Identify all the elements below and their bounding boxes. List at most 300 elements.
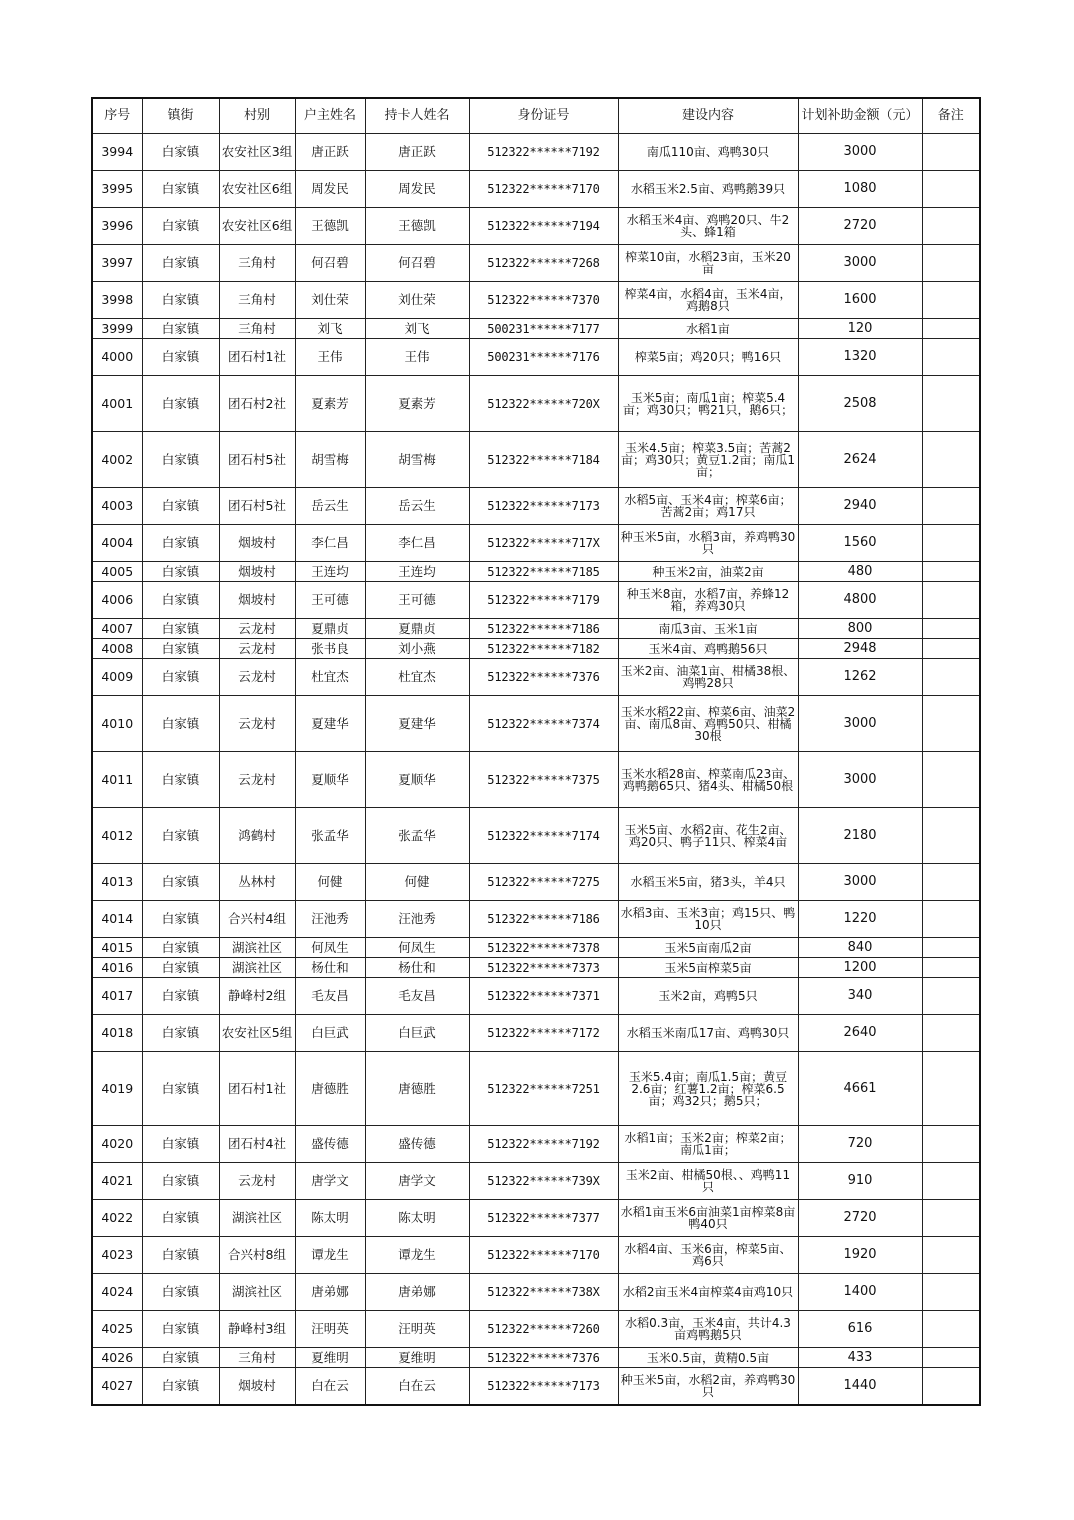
row-note — [922, 639, 980, 659]
row-village: 合兴村4组 — [219, 901, 295, 938]
header-row — [92, 98, 980, 134]
row-content: 种玉米2亩，油菜2亩 — [618, 562, 798, 582]
row-holder: 唐学文 — [365, 1163, 469, 1200]
col-header-town: 镇街 — [142, 98, 219, 134]
row-town: 白家镇 — [142, 1126, 219, 1163]
row-amount: 3000 — [798, 245, 922, 282]
row-owner: 何召碧 — [295, 245, 365, 282]
row-no: 4001 — [92, 376, 142, 432]
row-village: 静峰村3组 — [219, 1311, 295, 1348]
row-note — [922, 1237, 980, 1274]
row-amount: 1320 — [798, 339, 922, 376]
row-id-number: 512322******7376 — [469, 659, 618, 696]
row-holder: 杜宜杰 — [365, 659, 469, 696]
row-holder: 夏维明 — [365, 1348, 469, 1368]
row-amount: 1440 — [798, 1368, 922, 1405]
row-town: 白家镇 — [142, 1052, 219, 1126]
row-id-number: 512322******7170 — [469, 171, 618, 208]
row-owner: 何健 — [295, 864, 365, 901]
row-id-number: 512322******7184 — [469, 432, 618, 488]
row-village: 合兴村8组 — [219, 1237, 295, 1274]
row-holder: 夏鼎贞 — [365, 619, 469, 639]
row-village: 云龙村 — [219, 696, 295, 752]
table-row — [92, 245, 980, 282]
row-town: 白家镇 — [142, 978, 219, 1015]
row-id-number: 512322******7173 — [469, 1368, 618, 1405]
row-id-number: 512322******7251 — [469, 1052, 618, 1126]
col-header-no: 序号 — [92, 98, 142, 134]
table-row — [92, 171, 980, 208]
row-note — [922, 978, 980, 1015]
row-owner: 王连均 — [295, 562, 365, 582]
row-id-number: 512322******7182 — [469, 639, 618, 659]
row-town: 白家镇 — [142, 208, 219, 245]
row-village: 云龙村 — [219, 659, 295, 696]
row-holder: 刘仕荣 — [365, 282, 469, 319]
table-row — [92, 1200, 980, 1237]
row-no: 4012 — [92, 808, 142, 864]
row-town: 白家镇 — [142, 582, 219, 619]
table-row — [92, 525, 980, 562]
row-owner: 汪池秀 — [295, 901, 365, 938]
row-amount: 2948 — [798, 639, 922, 659]
row-note — [922, 245, 980, 282]
row-id-number: 512322******7371 — [469, 978, 618, 1015]
row-no: 3995 — [92, 171, 142, 208]
row-owner: 夏建华 — [295, 696, 365, 752]
row-content: 玉米水稻28亩、榨菜南瓜23亩、鸡鸭鹅65只、猪4头、柑橘50根 — [618, 752, 798, 808]
row-town: 白家镇 — [142, 488, 219, 525]
row-village: 团石村1社 — [219, 339, 295, 376]
row-no: 4020 — [92, 1126, 142, 1163]
row-town: 白家镇 — [142, 1163, 219, 1200]
table-row — [92, 1348, 980, 1368]
row-village: 团石村4社 — [219, 1126, 295, 1163]
row-amount: 840 — [798, 938, 922, 958]
row-note — [922, 525, 980, 562]
row-amount: 4800 — [798, 582, 922, 619]
row-id-number: 512322******7374 — [469, 696, 618, 752]
row-note — [922, 282, 980, 319]
row-amount: 2508 — [798, 376, 922, 432]
row-id-number: 512322******7192 — [469, 134, 618, 171]
row-content: 玉米0.5亩，黄精0.5亩 — [618, 1348, 798, 1368]
table-row — [92, 808, 980, 864]
table-row — [92, 619, 980, 639]
row-village: 云龙村 — [219, 619, 295, 639]
row-id-number: 512322******739X — [469, 1163, 618, 1200]
row-content: 玉米2亩、油菜1亩、柑橘38根、鸡鸭28只 — [618, 659, 798, 696]
row-holder: 岳云生 — [365, 488, 469, 525]
row-amount: 1200 — [798, 958, 922, 978]
row-no: 3997 — [92, 245, 142, 282]
row-town: 白家镇 — [142, 1311, 219, 1348]
row-holder: 王伟 — [365, 339, 469, 376]
subsidy-table — [91, 97, 981, 1406]
row-town: 白家镇 — [142, 864, 219, 901]
row-village: 湖滨社区 — [219, 1200, 295, 1237]
table-row — [92, 208, 980, 245]
row-holder: 王可德 — [365, 582, 469, 619]
row-note — [922, 938, 980, 958]
row-no: 4011 — [92, 752, 142, 808]
row-amount: 616 — [798, 1311, 922, 1348]
row-owner: 白在云 — [295, 1368, 365, 1405]
row-owner: 夏素芳 — [295, 376, 365, 432]
row-note — [922, 696, 980, 752]
row-town: 白家镇 — [142, 319, 219, 339]
row-amount: 800 — [798, 619, 922, 639]
row-note — [922, 659, 980, 696]
row-note — [922, 752, 980, 808]
row-id-number: 512322******7376 — [469, 1348, 618, 1368]
row-village: 烟坡村 — [219, 582, 295, 619]
row-no: 4027 — [92, 1368, 142, 1405]
row-no: 3996 — [92, 208, 142, 245]
row-owner: 唐学文 — [295, 1163, 365, 1200]
row-village: 鸿鹤村 — [219, 808, 295, 864]
row-holder: 张孟华 — [365, 808, 469, 864]
row-note — [922, 432, 980, 488]
row-holder: 夏素芳 — [365, 376, 469, 432]
row-content: 水稻1亩；玉米2亩；榨菜2亩；南瓜1亩； — [618, 1126, 798, 1163]
row-amount: 1220 — [798, 901, 922, 938]
col-header-village: 村别 — [219, 98, 295, 134]
col-header-amount: 计划补助金额（元） — [798, 98, 922, 134]
col-header-holder: 持卡人姓名 — [365, 98, 469, 134]
row-content: 水稻玉米5亩，猪3头，羊4只 — [618, 864, 798, 901]
row-note — [922, 864, 980, 901]
row-id-number: 512322******7260 — [469, 1311, 618, 1348]
row-town: 白家镇 — [142, 1348, 219, 1368]
row-content: 榨菜10亩，水稻23亩，玉米20亩 — [618, 245, 798, 282]
row-note — [922, 1052, 980, 1126]
row-holder: 白巨武 — [365, 1015, 469, 1052]
row-owner: 杨仕和 — [295, 958, 365, 978]
row-amount: 1262 — [798, 659, 922, 696]
row-no: 4003 — [92, 488, 142, 525]
row-amount: 1080 — [798, 171, 922, 208]
row-note — [922, 1200, 980, 1237]
row-id-number: 512322******7373 — [469, 958, 618, 978]
row-amount: 480 — [798, 562, 922, 582]
row-village: 农安社区5组 — [219, 1015, 295, 1052]
row-village: 三角村 — [219, 282, 295, 319]
col-header-id: 身份证号 — [469, 98, 618, 134]
row-content: 种玉米8亩，水稻7亩，养蜂12箱，养鸡30只 — [618, 582, 798, 619]
row-no: 4008 — [92, 639, 142, 659]
row-content: 榨菜4亩，水稻4亩，玉米4亩，鸡鹅8只 — [618, 282, 798, 319]
row-note — [922, 619, 980, 639]
row-village: 湖滨社区 — [219, 938, 295, 958]
row-content: 玉米5亩；南瓜1亩；榨菜5.4亩；鸡30只；鸭21只，鹅6只； — [618, 376, 798, 432]
row-holder: 周发民 — [365, 171, 469, 208]
row-village: 团石村1社 — [219, 1052, 295, 1126]
row-village: 三角村 — [219, 1348, 295, 1368]
row-note — [922, 582, 980, 619]
row-content: 种玉米5亩，水稻3亩，养鸡鸭30只 — [618, 525, 798, 562]
table-row — [92, 1274, 980, 1311]
row-owner: 胡雪梅 — [295, 432, 365, 488]
row-no: 4024 — [92, 1274, 142, 1311]
row-no: 4025 — [92, 1311, 142, 1348]
table-row — [92, 901, 980, 938]
row-no: 4026 — [92, 1348, 142, 1368]
row-no: 4000 — [92, 339, 142, 376]
row-owner: 王德凯 — [295, 208, 365, 245]
row-village: 团石村5社 — [219, 432, 295, 488]
row-content: 玉米2亩，鸡鸭5只 — [618, 978, 798, 1015]
table-row — [92, 432, 980, 488]
row-holder: 何凤生 — [365, 938, 469, 958]
row-id-number: 512322******7194 — [469, 208, 618, 245]
row-town: 白家镇 — [142, 134, 219, 171]
row-amount: 2720 — [798, 1200, 922, 1237]
row-note — [922, 488, 980, 525]
table-row — [92, 938, 980, 958]
row-village: 农安社区6组 — [219, 171, 295, 208]
row-owner: 何凤生 — [295, 938, 365, 958]
table-row — [92, 752, 980, 808]
row-no: 4022 — [92, 1200, 142, 1237]
table-row — [92, 488, 980, 525]
row-holder: 刘飞 — [365, 319, 469, 339]
row-owner: 夏鼎贞 — [295, 619, 365, 639]
row-no: 4002 — [92, 432, 142, 488]
row-village: 三角村 — [219, 319, 295, 339]
table-row — [92, 339, 980, 376]
row-owner: 王伟 — [295, 339, 365, 376]
row-owner: 汪明英 — [295, 1311, 365, 1348]
row-village: 三角村 — [219, 245, 295, 282]
row-holder: 盛传德 — [365, 1126, 469, 1163]
table-row — [92, 1126, 980, 1163]
row-content: 玉米2亩、柑橘50根、、鸡鸭11只 — [618, 1163, 798, 1200]
row-town: 白家镇 — [142, 376, 219, 432]
row-town: 白家镇 — [142, 696, 219, 752]
row-amount: 1600 — [798, 282, 922, 319]
row-holder: 胡雪梅 — [365, 432, 469, 488]
row-amount: 340 — [798, 978, 922, 1015]
row-owner: 唐正跃 — [295, 134, 365, 171]
row-town: 白家镇 — [142, 938, 219, 958]
table-row — [92, 1163, 980, 1200]
row-holder: 唐弟娜 — [365, 1274, 469, 1311]
col-header-owner: 户主姓名 — [295, 98, 365, 134]
row-content: 水稻5亩、玉米4亩；榨菜6亩；苦蒿2亩；鸡17只 — [618, 488, 798, 525]
row-no: 4018 — [92, 1015, 142, 1052]
row-town: 白家镇 — [142, 1200, 219, 1237]
row-amount: 2640 — [798, 1015, 922, 1052]
row-holder: 唐德胜 — [365, 1052, 469, 1126]
row-id-number: 512322******720X — [469, 376, 618, 432]
row-note — [922, 171, 980, 208]
row-id-number: 512322******717X — [469, 525, 618, 562]
row-note — [922, 134, 980, 171]
row-amount: 2720 — [798, 208, 922, 245]
row-no: 4010 — [92, 696, 142, 752]
row-amount: 120 — [798, 319, 922, 339]
row-owner: 岳云生 — [295, 488, 365, 525]
row-town: 白家镇 — [142, 282, 219, 319]
row-owner: 白巨武 — [295, 1015, 365, 1052]
row-owner: 陈太明 — [295, 1200, 365, 1237]
row-note — [922, 1163, 980, 1200]
row-holder: 唐正跃 — [365, 134, 469, 171]
row-town: 白家镇 — [142, 752, 219, 808]
row-amount: 720 — [798, 1126, 922, 1163]
row-owner: 刘飞 — [295, 319, 365, 339]
row-holder: 汪池秀 — [365, 901, 469, 938]
row-content: 玉米5.4亩；南瓜1.5亩；黄豆2.6亩；红薯1.2亩；榨菜6.5亩；鸡32只；鹅5只； — [618, 1052, 798, 1126]
row-town: 白家镇 — [142, 901, 219, 938]
row-id-number: 512322******7370 — [469, 282, 618, 319]
row-owner: 毛友昌 — [295, 978, 365, 1015]
row-amount: 4661 — [798, 1052, 922, 1126]
row-village: 丛林村 — [219, 864, 295, 901]
row-note — [922, 319, 980, 339]
table-row — [92, 864, 980, 901]
row-no: 4007 — [92, 619, 142, 639]
row-id-number: 512322******7192 — [469, 1126, 618, 1163]
row-town: 白家镇 — [142, 562, 219, 582]
row-holder: 夏建华 — [365, 696, 469, 752]
row-content: 水稻3亩、玉米3亩；鸡15只、鸭10只 — [618, 901, 798, 938]
row-no: 3998 — [92, 282, 142, 319]
row-village: 云龙村 — [219, 639, 295, 659]
row-owner: 张书良 — [295, 639, 365, 659]
row-village: 农安社区3组 — [219, 134, 295, 171]
row-id-number: 512322******7186 — [469, 619, 618, 639]
row-no: 4014 — [92, 901, 142, 938]
row-content: 水稻1亩 — [618, 319, 798, 339]
row-note — [922, 1311, 980, 1348]
row-id-number: 500231******7177 — [469, 319, 618, 339]
row-content: 玉米5亩南瓜2亩 — [618, 938, 798, 958]
row-note — [922, 1274, 980, 1311]
row-no: 4006 — [92, 582, 142, 619]
row-no: 3999 — [92, 319, 142, 339]
row-town: 白家镇 — [142, 639, 219, 659]
row-no: 4021 — [92, 1163, 142, 1200]
row-holder: 王德凯 — [365, 208, 469, 245]
row-village: 团石村2社 — [219, 376, 295, 432]
row-id-number: 500231******7176 — [469, 339, 618, 376]
row-amount: 1400 — [798, 1274, 922, 1311]
row-village: 湖滨社区 — [219, 958, 295, 978]
row-note — [922, 208, 980, 245]
table-row — [92, 562, 980, 582]
row-amount: 2940 — [798, 488, 922, 525]
table-row — [92, 1311, 980, 1348]
row-id-number: 512322******7185 — [469, 562, 618, 582]
table-row — [92, 978, 980, 1015]
row-amount: 1560 — [798, 525, 922, 562]
col-header-note: 备注 — [922, 98, 980, 134]
row-holder: 何召碧 — [365, 245, 469, 282]
row-id-number: 512322******7174 — [469, 808, 618, 864]
row-village: 烟坡村 — [219, 525, 295, 562]
row-content: 水稻2亩玉米4亩榨菜4亩鸡10只 — [618, 1274, 798, 1311]
row-holder: 夏顺华 — [365, 752, 469, 808]
row-content: 水稻玉米4亩、鸡鸭20只、牛2头、蜂1箱 — [618, 208, 798, 245]
row-note — [922, 1126, 980, 1163]
row-id-number: 512322******7377 — [469, 1200, 618, 1237]
row-amount: 2180 — [798, 808, 922, 864]
table-row — [92, 376, 980, 432]
row-town: 白家镇 — [142, 1237, 219, 1274]
row-content: 玉米水稻22亩、榨菜6亩、油菜2亩、南瓜8亩、鸡鸭50只、柑橘30根 — [618, 696, 798, 752]
row-town: 白家镇 — [142, 432, 219, 488]
row-owner: 周发民 — [295, 171, 365, 208]
row-content: 水稻玉米2.5亩、鸡鸭鹅39只 — [618, 171, 798, 208]
row-owner: 杜宜杰 — [295, 659, 365, 696]
row-content: 水稻4亩、玉米6亩，榨菜5亩、鸡6只 — [618, 1237, 798, 1274]
row-content: 玉米5亩榨菜5亩 — [618, 958, 798, 978]
row-note — [922, 808, 980, 864]
row-amount: 433 — [798, 1348, 922, 1368]
row-amount: 1920 — [798, 1237, 922, 1274]
row-village: 云龙村 — [219, 752, 295, 808]
row-village: 烟坡村 — [219, 562, 295, 582]
row-holder: 刘小燕 — [365, 639, 469, 659]
row-owner: 王可德 — [295, 582, 365, 619]
table-row — [92, 696, 980, 752]
row-holder: 何健 — [365, 864, 469, 901]
row-amount: 2624 — [798, 432, 922, 488]
row-holder: 汪明英 — [365, 1311, 469, 1348]
row-owner: 谭龙生 — [295, 1237, 365, 1274]
row-note — [922, 562, 980, 582]
row-no: 4015 — [92, 938, 142, 958]
row-owner: 刘仕荣 — [295, 282, 365, 319]
row-town: 白家镇 — [142, 1015, 219, 1052]
row-id-number: 512322******7179 — [469, 582, 618, 619]
row-owner: 张孟华 — [295, 808, 365, 864]
row-content: 水稻0.3亩，玉米4亩，共计4.3亩鸡鸭鹅5只 — [618, 1311, 798, 1348]
row-content: 南瓜110亩、鸡鸭30只 — [618, 134, 798, 171]
row-content: 玉米4亩、鸡鸭鹅56只 — [618, 639, 798, 659]
row-no: 3994 — [92, 134, 142, 171]
row-holder: 毛友昌 — [365, 978, 469, 1015]
row-village: 云龙村 — [219, 1163, 295, 1200]
row-village: 湖滨社区 — [219, 1274, 295, 1311]
row-id-number: 512322******7378 — [469, 938, 618, 958]
row-note — [922, 901, 980, 938]
table-row — [92, 582, 980, 619]
row-amount: 3000 — [798, 696, 922, 752]
row-note — [922, 339, 980, 376]
table-row — [92, 1015, 980, 1052]
row-no: 4005 — [92, 562, 142, 582]
row-id-number: 512322******7268 — [469, 245, 618, 282]
table-row — [92, 319, 980, 339]
row-holder: 白在云 — [365, 1368, 469, 1405]
row-id-number: 512322******7170 — [469, 1237, 618, 1274]
row-note — [922, 1015, 980, 1052]
table-row — [92, 1052, 980, 1126]
row-town: 白家镇 — [142, 808, 219, 864]
row-content: 水稻玉米南瓜17亩、鸡鸭30只 — [618, 1015, 798, 1052]
row-note — [922, 1348, 980, 1368]
row-town: 白家镇 — [142, 1368, 219, 1405]
row-owner: 盛传德 — [295, 1126, 365, 1163]
row-owner: 夏维明 — [295, 1348, 365, 1368]
row-town: 白家镇 — [142, 1274, 219, 1311]
row-content: 玉米5亩、水稻2亩、花生2亩、鸡20只、鸭子11只、榨菜4亩 — [618, 808, 798, 864]
row-note — [922, 1368, 980, 1405]
row-town: 白家镇 — [142, 958, 219, 978]
